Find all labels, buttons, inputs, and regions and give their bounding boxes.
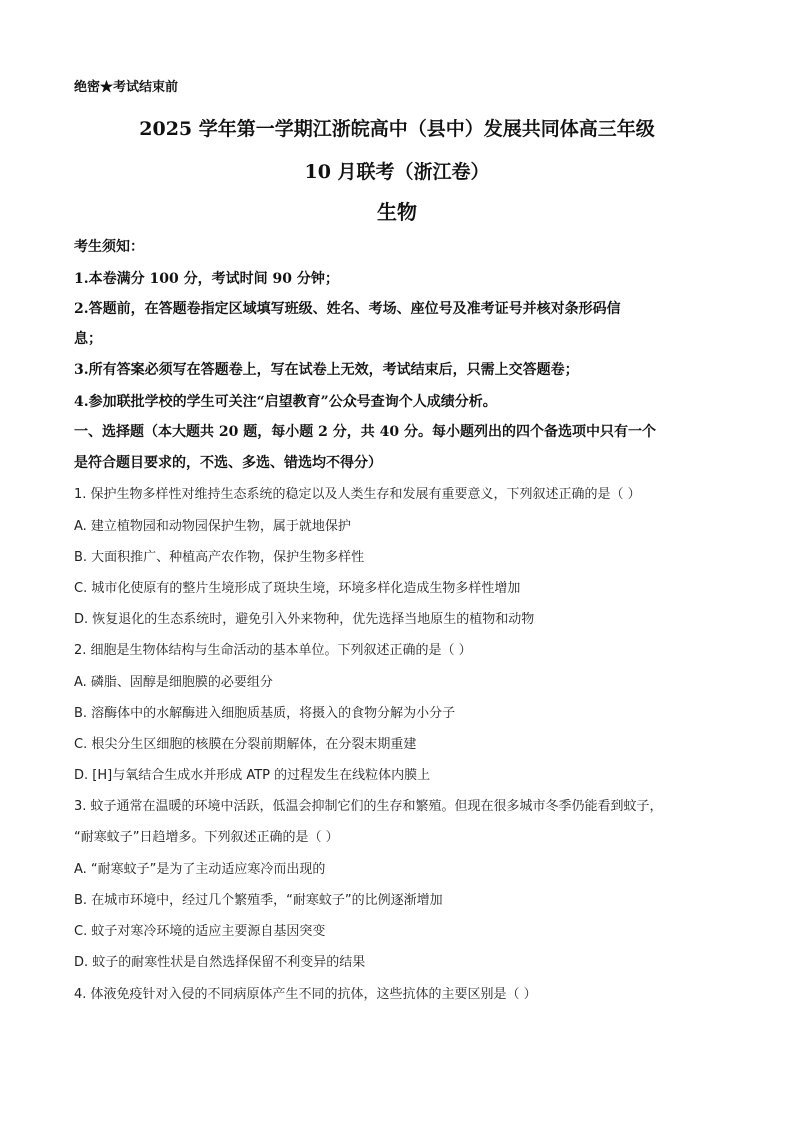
question-option: C. 蚊子对寒冷环境的适应主要源自基因突变 [74, 924, 326, 939]
question-option: B. 在城市环境中，经过几个繁殖季，“耐寒蚊子”的比例逐渐增加 [74, 893, 443, 908]
question-option: A. 磷脂、固醇是细胞膜的必要组分 [74, 675, 273, 690]
section-heading: 一、选择题（本大题共 20 题，每小题 2 分，共 40 分。每小题列出的四个备选项中只有一个 [74, 424, 656, 440]
question-option: D. 蚊子的耐寒性状是自然选择保留不利变异的结果 [74, 955, 366, 970]
question-option: D. 恢复退化的生态系统时，避免引入外来物种，优先选择当地原生的植物和动物 [74, 612, 535, 627]
question-option: A. “耐寒蚊子”是为了主动适应寒冷而出现的 [74, 862, 326, 877]
section-heading-cont: 是符合题目要求的，不选、多选、错选均不得分） [74, 455, 382, 471]
question-option: B. 溶酶体中的水解酶进入细胞质基质，将摄入的食物分解为小分子 [74, 706, 456, 721]
confidential-label: 绝密★考试结束前 [74, 80, 179, 95]
notice-item: 息； [74, 331, 102, 347]
exam-subtitle [0, 157, 794, 184]
question-stem: 3. 蚊子通常在温暖的环境中活跃，低温会抑制它们的生存和繁殖。但现在很多城市冬季仍能看到蚊子， [74, 799, 663, 814]
question-stem: 1. 保护生物多样性对维持生态系统的稳定以及人类生存和发展有重要意义，下列叙述正确的是（ ） [74, 487, 641, 502]
notice-heading: 考生须知： [74, 239, 144, 255]
question-option: C. 根尖分生区细胞的核膜在分裂前期解体，在分裂末期重建 [74, 737, 417, 752]
question-stem: 4. 体液免疫针对入侵的不同病原体产生不同的抗体，这些抗体的主要区别是（ ） [74, 987, 537, 1002]
question-option: A. 建立植物园和动物园保护生物，属于就地保护 [74, 519, 351, 534]
exam-title [0, 114, 794, 141]
notice-item: 3.所有答案必须写在答题卷上，写在试卷上无效，考试结束后，只需上交答题卷； [74, 362, 579, 378]
question-option: B. 大面积推广、种植高产农作物，保护生物多样性 [74, 550, 365, 565]
question-option: D. [H]与氧结合生成水并形成 ATP 的过程发生在线粒体内膜上 [74, 768, 431, 783]
question-stem-cont: “耐寒蚊子”日趋增多。下列叙述正确的是（ ） [74, 830, 339, 845]
question-stem: 2. 细胞是生物体结构与生命活动的基本单位。下列叙述正确的是（ ） [74, 643, 472, 658]
notice-item: 4.参加联批学校的学生可关注“启望教育”公众号查询个人成绩分析。 [74, 394, 497, 410]
notice-item: 2.答题前，在答题卷指定区域填写班级、姓名、考场、座位号及准考证号并核对条形码信 [74, 301, 621, 317]
title-text: 2025 学年第一学期江浙皖高中（县中）发展共同体高三年级 [139, 118, 655, 140]
notice-item: 1.本卷满分 100 分，考试时间 90 分钟； [74, 271, 339, 287]
title-text: 10 月联考（浙江卷） [304, 161, 490, 183]
title-text: 生物 [377, 200, 417, 224]
subject-title [0, 196, 794, 225]
question-option: C. 城市化使原有的整片生境形成了斑块生境，环境多样化造成生物多样性增加 [74, 581, 521, 596]
